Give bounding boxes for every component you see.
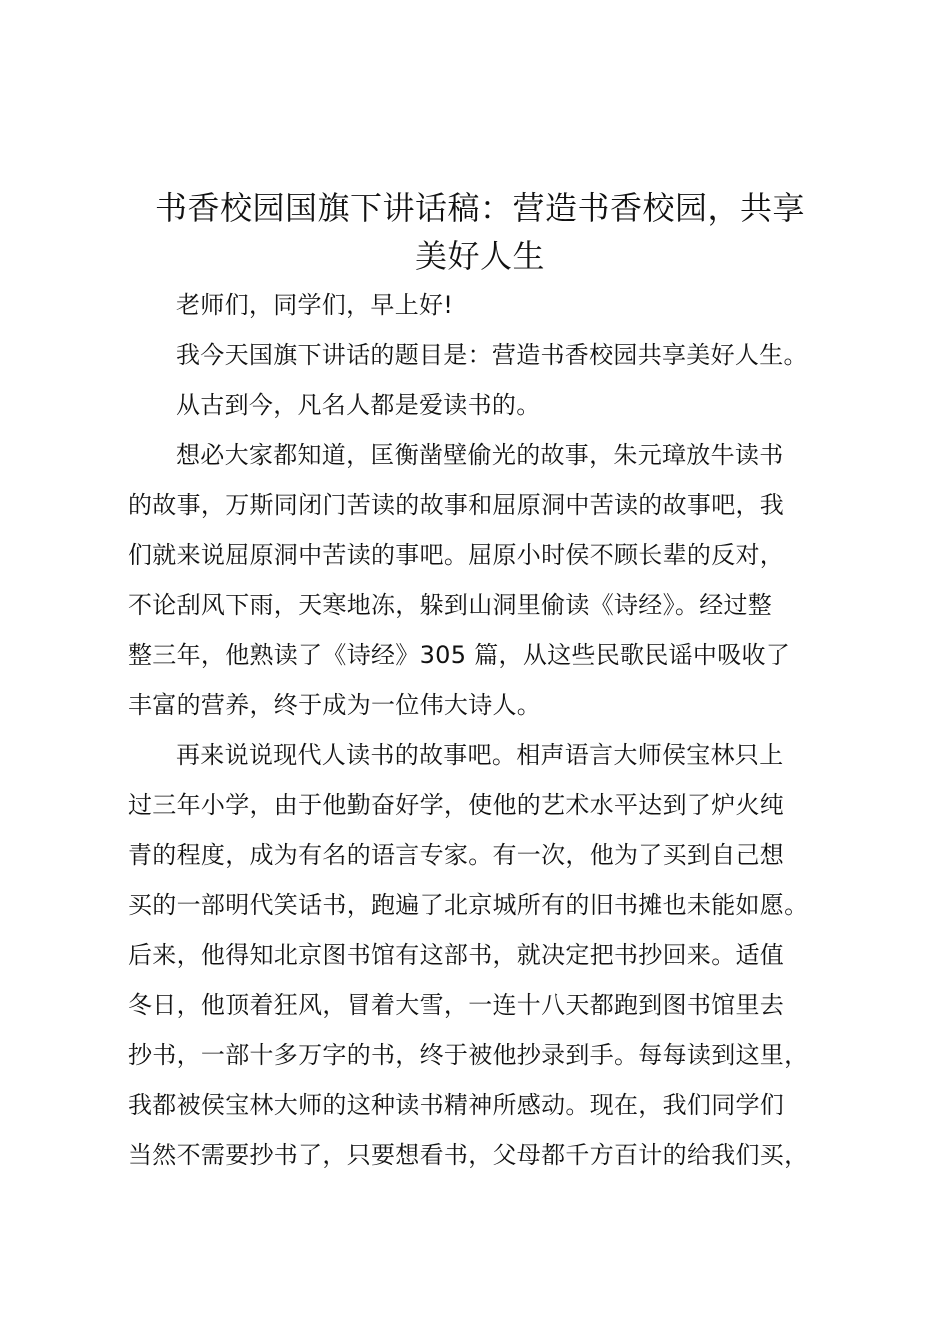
paragraph-line: 想必大家都知道，匡衡凿壁偷光的故事，朱元璋放牛读书 xyxy=(176,441,784,469)
greeting-line: 老师们，同学们，早上好! xyxy=(176,291,454,319)
paragraph-line: 我都被侯宝林大师的这种读书精神所感动。现在，我们同学们 xyxy=(128,1091,785,1119)
paragraph-line: 们就来说屈原洞中苦读的事吧。屈原小时侯不顾长辈的反对， xyxy=(128,541,785,569)
paragraph-line: 当然不需要抄书了，只要想看书，父母都千方百计的给我们买， xyxy=(128,1141,809,1169)
paragraph-line: 后来，他得知北京图书馆有这部书，就决定把书抄回来。适值 xyxy=(128,941,785,969)
paragraph-line: 冬日，他顶着狂风，冒着大雪，一连十八天都跑到图书馆里去 xyxy=(128,991,785,1019)
paragraph-line: 的故事，万斯同闭门苦读的故事和屈原洞中苦读的故事吧，我 xyxy=(128,491,785,519)
paragraph-line: 抄书，一部十多万字的书，终于被他抄录到手。每每读到这里， xyxy=(128,1041,809,1069)
paragraph-line: 过三年小学，由于他勤奋好学，使他的艺术水平达到了炉火纯 xyxy=(128,791,785,819)
paragraph-line: 整三年，他熟读了《诗经》305 篇，从这些民歌民谣中吸收了 xyxy=(128,641,791,669)
paragraph-line: 买的一部明代笑话书，跑遍了北京城所有的旧书摊也未能如愿。 xyxy=(128,891,809,919)
intro-line: 从古到今，凡名人都是爱读书的。 xyxy=(176,391,541,419)
paragraph-line: 青的程度，成为有名的语言专家。有一次，他为了买到自己想 xyxy=(128,841,785,869)
topic-line: 我今天国旗下讲话的题目是：营造书香校园共享美好人生。 xyxy=(176,341,808,369)
document-title-line-1: 书香校园国旗下讲话稿：营造书香校园，共享 xyxy=(154,189,805,227)
paragraph-line: 再来说说现代人读书的故事吧。相声语言大师侯宝林只上 xyxy=(176,741,784,769)
paragraph-line: 丰富的营养，终于成为一位伟大诗人。 xyxy=(128,691,542,719)
document-title-line-2: 美好人生 xyxy=(414,237,545,275)
paragraph-line: 不论刮风下雨，天寒地冻，躲到山洞里偷读《诗经》。经过整 xyxy=(128,591,773,619)
